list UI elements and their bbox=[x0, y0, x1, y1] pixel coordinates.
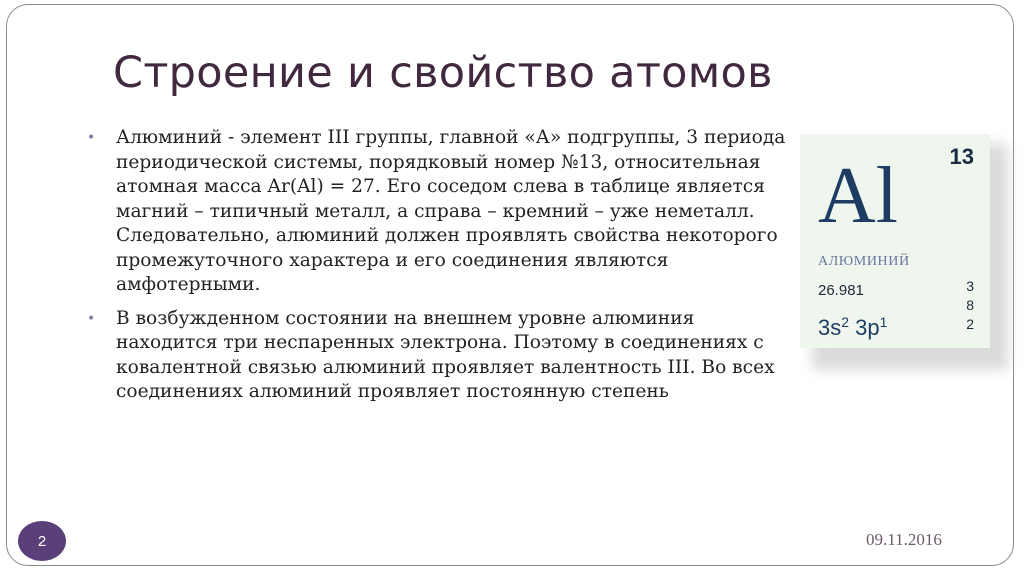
bullet-text: Алюминий - элемент III группы, главной «А» подгруппы, 3 периода периодической системы, порядковый номер №13, относительная атомная масса Ar(Al) = 27. Его соседом слева в таблице является магний – типичный металл, а справа – кремний – уже неметалл. Следовательно, алюминий должен проявлять свойства некоторого промежуточного характера и его соединения являются амфотерными. bbox=[116, 127, 786, 295]
element-card bbox=[800, 134, 990, 348]
element-name: АЛЮМИНИЙ bbox=[818, 254, 910, 269]
bullet-item bbox=[86, 126, 786, 298]
slide-date: 09.11.2016 bbox=[866, 530, 942, 549]
bullet-text: В возбужденном состоянии на внешнем уровне алюминия находится три неспаренных электрона. Поэтому в соединениях с ковалентной связью алюминий проявляет валентность III. Во всех соединениях алюминий проявляет постоянную степень bbox=[116, 307, 775, 402]
bullet-icon: • bbox=[87, 310, 96, 327]
slide-title: Строение и свойство атомов bbox=[113, 48, 773, 98]
bullet-item bbox=[86, 307, 786, 405]
electron-shells bbox=[966, 277, 974, 334]
config-3s-exp: 2 bbox=[841, 314, 850, 330]
bullet-icon: • bbox=[87, 130, 96, 146]
electron-configuration bbox=[818, 314, 887, 341]
config-3s: 3s bbox=[818, 315, 842, 340]
page-number-badge bbox=[18, 521, 66, 561]
element-symbol: Al bbox=[818, 152, 898, 240]
shell-value: 8 bbox=[966, 297, 974, 313]
page-number: 2 bbox=[37, 532, 47, 550]
atomic-number: 13 bbox=[949, 144, 974, 169]
bullet-list bbox=[86, 126, 786, 414]
shell-value: 2 bbox=[966, 316, 974, 332]
config-3p: 3p bbox=[855, 315, 880, 340]
config-3p-exp: 1 bbox=[879, 314, 888, 330]
shell-value: 3 bbox=[966, 278, 974, 294]
atomic-mass: 26.981 bbox=[818, 282, 864, 299]
